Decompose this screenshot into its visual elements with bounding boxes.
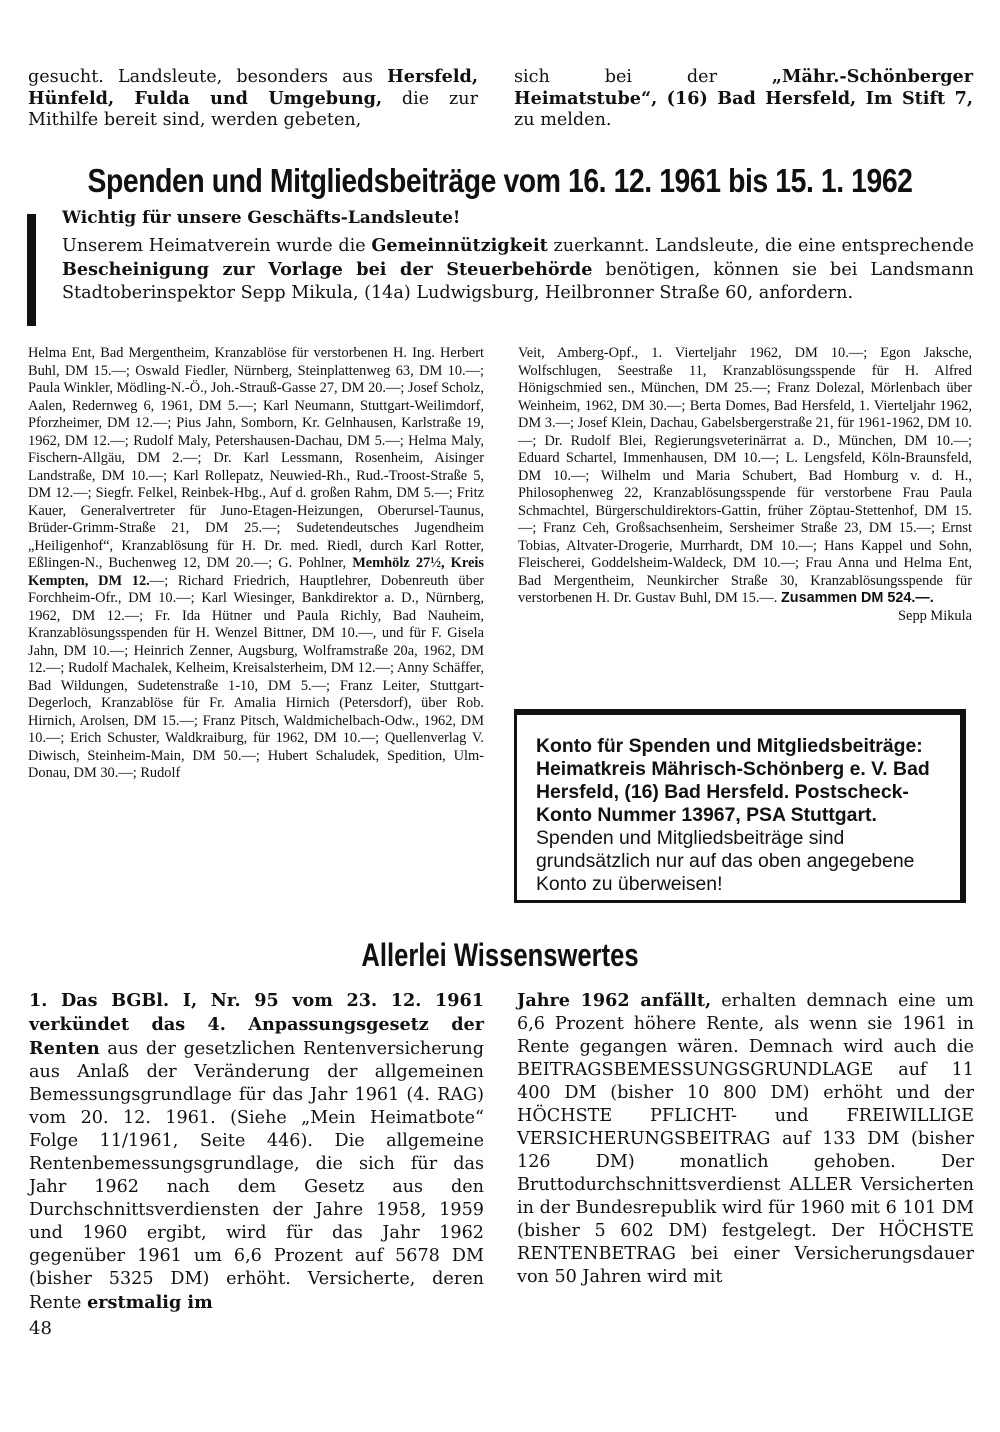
- donations-total: Zusammen DM 524.—.: [781, 590, 934, 606]
- page-number: 48: [29, 1318, 52, 1339]
- wissenswertes-right-column: [517, 989, 974, 1289]
- wissenswertes-right-text-b: erhalten demnach eine um 6,6 Prozent höhere Rente, als wenn sie 1961 in Rente gegangen wären. Demnach wird auch die BEITRAGSBEMESSUNGSGRUNDLAGE auf 11 400 DM (bisher 10 800 DM) erhöht und der HÖCHSTE PFLICHT- und FREIWILLIGE VERSICHERUNGSBEITRAG auf 133 DM (bisher 126 DM) monatlich gehoben. Der Bruttodurchschnittsverdienst ALLER Versicherten in der Bundesrepublik wird für 1960 mit 6 101 DM (bisher 5 602 DM) festgelegt. Der HÖCHSTE RENTENBETRAG bei einer Versicherungsdauer von 50 Jahren wird mit: [517, 991, 974, 1287]
- intro-right-column: [514, 66, 973, 131]
- donations-right-text: Veit, Amberg-Opf., 1. Vierteljahr 1962, DM 10.—; Egon Jaksche, Wolfschlugen, Seestraße 11, Kranzablösungsspende für H. Alfred Hönigschmied sen., München, DM 25.—; Franz Dolezal, Mörlenbach über Weinheim, 1962, DM 30.—; Berta Domes, Bad Hersfeld, 1. Vierteljahr 1962, DM 3.—; Josef Klein, Dachau, Gabelsbergerstraße 21, für 1961-1962, DM 10.—; Dr. Rudolf Blei, Regierungsveterinärrat a. D., München, DM 10.—; Eduard Schartel, Immenhausen, DM 10.—; L. Lengsfeld, Köln-Braunsfeld, DM 10.—; Wilhelm und Maria Schubert, Bad Homburg v. d. H., Philosophenweg 22, Kranzablösungsspende für verstorbene Frau Paula Schmachtel, Bürgerschuldirektors-Gattin, früher Zöptau-Stettenhof, DM 15.—; Franz Ceh, Großsachsenheim, Sersheimer Straße 23, DM 15.—; Ernst Tobias, Altvater-Drogerie, Murrhardt, DM 10.—; Hans Kappel und Sohn, Fleischerei, Goddelsheim-Waldeck, DM 10.—; Frau Anna und Helma Ent, Bad Mergentheim, Neunkircher Straße 30, Kranzablösungsspende für verstorbenen H. Dr. Gustav Buhl, DM 15.—.: [518, 345, 972, 606]
- notice-marker-bar: [27, 214, 36, 326]
- donations-left-column: [28, 345, 484, 783]
- donations-left-text-c: —; Richard Friedrich, Hauptlehrer, Dobenreuth über Forchheim-Ofr., DM 10.—; Karl Wiesinger, Bankdirektor a. D., Nürnberg, 1962, DM 12.—; Fr. Ida Hütner und Paula Richly, Bad Nauheim, Kranzablösungsspenden für H. Wenzel Bittner, DM 10.—, und für F. Gisela Jahn, DM 10.—; Heinrich Zenner, Augsburg, Wolframstraße 20a, 1962, DM 12.—; Rudolf Machalek, Kelheim, Kreisalsterheim, DM 12.—; Anny Schäffer, Bad Wildungen, Sudetenstraße 1-10, DM 5.—; Franz Leiter, Stuttgart-Degerloch, Kranzablöse für Fr. Amalia Hirnich (Petersdorf), über Rob. Hirnich, Arolsen, DM 15.—; Franz Pitsch, Waldmichelbach-Odw., 1962, DM 10.—; Erich Schuster, Waldkraiburg, für 1962, DM 10.—; Quellenverlag V. Diwisch, Steinheim-Main, DM 50.—; Hubert Schaludek, Spedition, Ulm-Donau, DM 30.—; Rudolf: [28, 572, 485, 781]
- notice-text-a: Unserem Heimatverein wurde die: [62, 236, 372, 256]
- account-info-box: [514, 709, 966, 903]
- section-title-donations: Spenden und Mitgliedsbeiträge vom 16. 12. 1961 bis 15. 1. 1962: [87, 162, 913, 199]
- donations-left-bold: Memhölz 27½, Kreis Kempten, DM 12.: [28, 555, 484, 589]
- donations-right-column: [518, 345, 972, 625]
- notice-text-c: zuerkannt. Landsleute, die eine entsprechende: [547, 236, 974, 256]
- account-info-text: [536, 735, 946, 896]
- wissenswertes-left-text-b: aus der gesetzlichen Rentenversicherung aus Anlaß der Veränderung der allgemeinen Bemessungsgrundlage für das Jahr 1961 (4. RAG) vom 20. 12. 1961. (Siehe „Mein Heimatbote“ Folge 11/1961, Seite 446). Die allgemeine Rentenbemessungsgrundlage, die sich für das Jahr 1962 nach dem Gesetz aus den Durchschnittsverdiensten der Jahre 1958, 1959 und 1960 ergibt, wird für das Jahr 1962 gegenüber 1961 um 6,6 Prozent auf 5678 DM (bisher 5325 DM) erhöht. Versicherte, deren Rente: [29, 1039, 484, 1313]
- intro-right-text-a: sich bei der: [514, 67, 772, 87]
- account-info-bold: Konto für Spenden und Mitgliedsbeiträge: Heimatkreis Mährisch-Schönberg e. V. Bad Hersfeld, (16) Bad Hersfeld. Postscheck-Konto Nummer 13967, PSA Stuttgart.: [536, 735, 930, 826]
- wissenswertes-left-bold-c: erstmalig im: [87, 1292, 213, 1313]
- intro-left-column: [28, 66, 478, 131]
- notice-text-e: benötigen, können sie bei Landsmann Stadtoberinspektor Sepp Mikula, (14a) Ludwigsburg, Heilbronner Straße 60, anfordern.: [62, 260, 974, 303]
- wissenswertes-left-bold-a: 1. Das BGBl. I, Nr. 95 vom 23. 12. 1961 verkündet das 4. Anpassungsgesetz der Renten: [29, 990, 484, 1059]
- wissenswertes-right-bold-a: Jahre 1962 anfällt,: [517, 990, 712, 1011]
- donations-signature: Sepp Mikula: [898, 607, 972, 624]
- account-info-note: Spenden und Mitgliedsbeiträge sind grundsätzlich nur auf das oben angegebene Konto zu überweisen!: [536, 827, 915, 895]
- donations-left-text-a: Helma Ent, Bad Mergentheim, Kranzablöse für verstorbenen H. Ing. Herbert Buhl, DM 15.—; Oswald Fiedler, Nürnberg, Steinplattenweg 63, DM 10.—; Paula Winkler, Mödling-N.-Ö., Joh.-Strauß-Gasse 27, DM 20.—; Josef Scholz, Aalen, Redernweg 6, 1961, DM 5.—; Karl Neumann, Stuttgart-Weilimdorf, Pforzheimer, DM 12.—; Pius Jahn, Somborn, Kr. Gelnhausen, Karlstraße 19, 1962, DM 12.—; Rudolf Maly, Petershausen-Dachau, DM 5.—; Helma Maly, Fischern-Allgäu, DM 2.—; Dr. Karl Lessmann, Rosenheim, Aisinger Landstraße, DM 10.—; Karl Rollepatz, Neuwied-Rh., Rud.-Troost-Straße 5, DM 12.—; Siegfr. Felkel, Reinbek-Hbg., Auf d. großen Rahm, DM 5.—; Fritz Kauer, Generalvertreter für Juno-Etagen-Heizungen, Oberursel-Taunus, Brüder-Grimm-Straße 21, DM 25.—; Sudetendeutsches Jugendheim „Heiligenhof“, Kranzablösung für H. Dr. med. Riedl, durch Karl Rotter, Eßlingen-N., Buchenweg 12, DM 20.—; G. Pohlner,: [28, 345, 484, 571]
- notice-bold-b: Gemeinnützigkeit: [371, 235, 548, 256]
- notice-heading: Wichtig für unsere Geschäfts-Landsleute!: [62, 208, 461, 228]
- wissenswertes-left-column: [29, 989, 484, 1315]
- intro-right-bold: „Mähr.-Schönberger Heimatstube“, (16) Bad Hersfeld, Im Stift 7,: [514, 66, 973, 109]
- intro-left-text-a: gesucht. Landsleute, besonders aus: [28, 67, 388, 87]
- intro-left-bold: Hersfeld, Hünfeld, Fulda und Umgebung,: [28, 66, 478, 109]
- intro-left-text-c: die zur Mithilfe bereit sind, werden gebeten,: [28, 89, 479, 130]
- notice-bold-d: Bescheinigung zur Vorlage bei der Steuerbehörde: [62, 259, 593, 280]
- notice-body: [62, 234, 974, 305]
- section-title-wissenswertes: Allerlei Wissenswertes: [361, 937, 639, 973]
- intro-right-text-c: zu melden.: [514, 110, 612, 130]
